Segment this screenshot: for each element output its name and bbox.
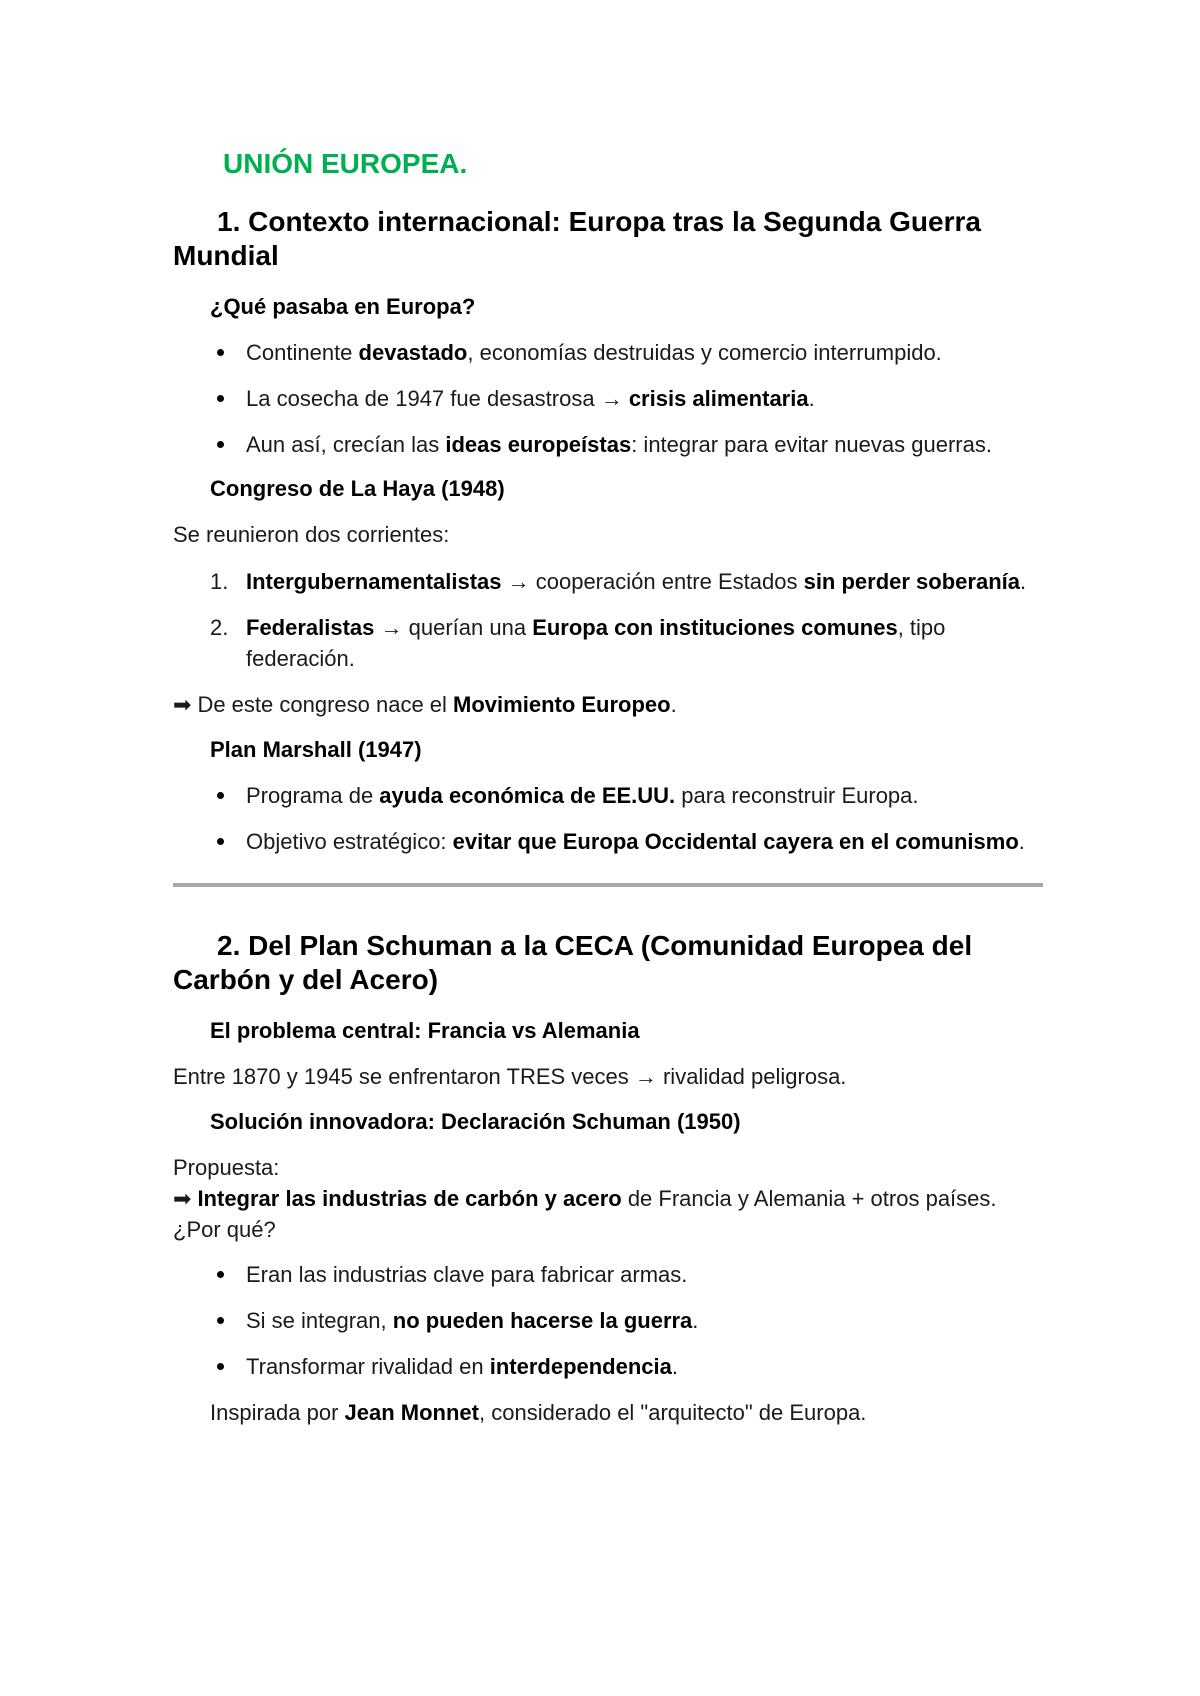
section-1-subheading-hague: Congreso de La Haya (1948) <box>210 476 505 501</box>
proposal-label: Propuesta: <box>173 1155 280 1180</box>
bullet-icon <box>217 1317 224 1324</box>
list-item: Eran las industrias clave para fabricar armas. <box>173 1259 1043 1290</box>
list-item: 1. Intergubernamentalistas → cooperación entre Estados sin perder soberanía. <box>173 566 1043 597</box>
list-item: Si se integran, no pueden hacerse la guerra. <box>173 1305 1043 1336</box>
section-2-heading: 2. Del Plan Schuman a la CECA (Comunidad Europea del Carbón y del Acero) <box>173 930 973 995</box>
list-number: 1. <box>210 569 229 594</box>
list-item: Objetivo estratégico: evitar que Europa Occidental cayera en el comunismo. <box>173 826 1043 857</box>
document-content <box>173 147 1043 1444</box>
section-2-subheading-problem: El problema central: Francia vs Alemania <box>210 1018 640 1043</box>
horizontal-divider <box>173 883 1043 887</box>
list-item: La cosecha de 1947 fue desastrosa → crisis alimentaria. <box>173 383 1043 414</box>
list-item: Continente devastado, economías destruidas y comercio interrumpido. <box>173 337 1043 368</box>
proposal-text: ➡ Integrar las industrias de carbón y acero de Francia y Alemania + otros países. <box>173 1186 997 1211</box>
bullet-icon <box>217 792 224 799</box>
list-item: Transformar rivalidad en interdependencia. <box>173 1351 1043 1382</box>
arrow-right-icon: ➡ <box>173 692 192 717</box>
section-1-subheading-marshall: Plan Marshall (1947) <box>210 737 422 762</box>
closing-paragraph: Inspirada por Jean Monnet, considerado el "arquitecto" de Europa. <box>210 1400 867 1425</box>
marshall-plan-list <box>173 780 1043 857</box>
list-item: Aun así, crecían las ideas europeístas: integrar para evitar nuevas guerras. <box>173 429 1043 460</box>
bullet-icon <box>217 1271 224 1278</box>
list-number: 2. <box>210 615 229 640</box>
currents-list <box>173 566 1043 674</box>
why-question: ¿Por qué? <box>173 1217 276 1242</box>
congress-intro: Se reunieron dos corrientes: <box>173 522 450 547</box>
rivalry-paragraph: Entre 1870 y 1945 se enfrentaron TRES veces → rivalidad peligrosa. <box>173 1064 847 1089</box>
section-2-subheading-solution: Solución innovadora: Declaración Schuman (1950) <box>210 1109 741 1134</box>
section-1-heading: 1. Contexto internacional: Europa tras la Segunda Guerra Mundial <box>173 206 981 271</box>
congress-result: ➡ De este congreso nace el Movimiento Europeo. <box>173 692 677 717</box>
section-1-subheading-europe: ¿Qué pasaba en Europa? <box>210 294 476 319</box>
bullet-icon <box>217 395 224 402</box>
bullet-icon <box>217 1363 224 1370</box>
arrow-right-icon: ➡ <box>173 1186 192 1211</box>
proposal-block <box>173 1152 1043 1245</box>
bullet-icon <box>217 441 224 448</box>
document-title: UNIÓN EUROPEA. <box>223 148 468 179</box>
europe-situation-list <box>173 337 1043 460</box>
list-item: 2. Federalistas → querían una Europa con instituciones comunes, tipo federación. <box>173 612 1043 674</box>
bullet-icon <box>217 838 224 845</box>
reasons-list <box>173 1259 1043 1382</box>
bullet-icon <box>217 349 224 356</box>
list-item: Programa de ayuda económica de EE.UU. para reconstruir Europa. <box>173 780 1043 811</box>
